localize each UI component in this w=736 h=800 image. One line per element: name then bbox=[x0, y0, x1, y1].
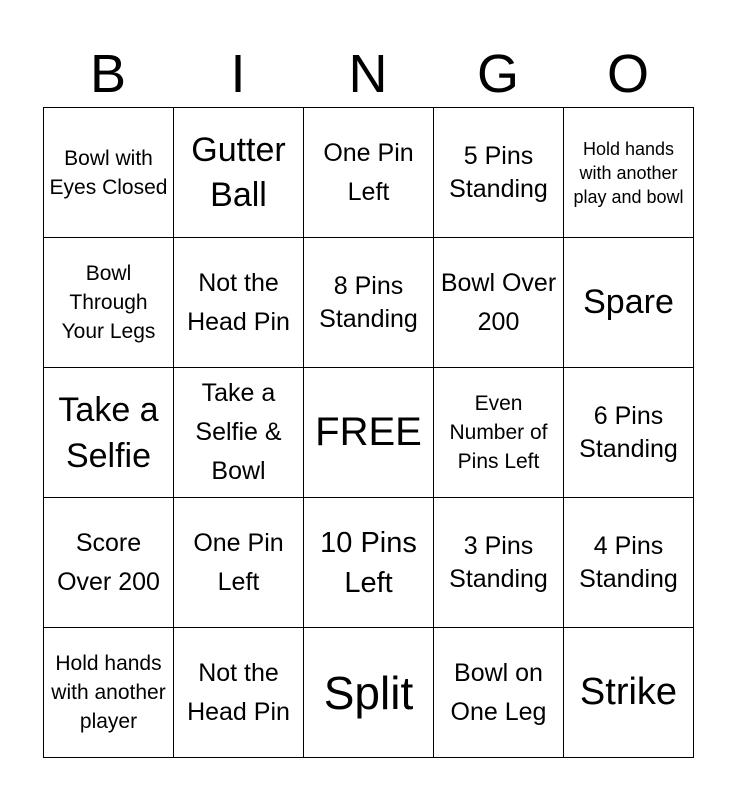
cell-text: Even Number of Pins Left bbox=[449, 392, 548, 473]
bingo-cell-r5c2[interactable] bbox=[174, 628, 304, 758]
bingo-cell-r2c2[interactable] bbox=[174, 238, 304, 368]
bingo-cell-r1c1[interactable] bbox=[44, 108, 174, 238]
bingo-cell-r2c5[interactable] bbox=[564, 238, 694, 368]
bingo-cell-r1c3[interactable] bbox=[304, 108, 434, 238]
bingo-cell-r3c3[interactable] bbox=[304, 368, 434, 498]
header-letter-o: O bbox=[606, 44, 649, 104]
cell-text: Take a Selfie & Bowl bbox=[195, 379, 282, 485]
cell-text: 6 Pins Standing bbox=[579, 401, 678, 463]
cell-text: Hold hands with another play and bowl bbox=[573, 138, 684, 207]
cell-text: Bowl with Eyes Closed bbox=[49, 146, 168, 199]
cell-text: Hold hands with another player bbox=[51, 652, 166, 733]
bingo-header bbox=[43, 40, 693, 108]
cell-text: Score Over 200 bbox=[57, 528, 160, 596]
cell-text: Split bbox=[323, 666, 414, 719]
header-letter-b: B bbox=[89, 44, 127, 104]
bingo-cell-r3c1[interactable] bbox=[44, 368, 174, 498]
cell-text: Gutter Ball bbox=[191, 130, 286, 214]
bingo-grid bbox=[43, 107, 694, 758]
cell-text: 10 Pins Left bbox=[320, 526, 417, 599]
cell-text: Not the Head Pin bbox=[187, 658, 290, 726]
cell-text: 8 Pins Standing bbox=[319, 271, 418, 333]
bingo-cell-r5c5[interactable] bbox=[564, 628, 694, 758]
cell-text: Spare bbox=[583, 283, 674, 321]
bingo-cell-r5c3[interactable] bbox=[304, 628, 434, 758]
bingo-cell-r3c5[interactable] bbox=[564, 368, 694, 498]
bingo-cell-r4c2[interactable] bbox=[174, 498, 304, 628]
cell-text: Bowl Through Your Legs bbox=[61, 262, 156, 343]
cell-text: Strike bbox=[579, 671, 678, 713]
bingo-cell-r1c5[interactable] bbox=[564, 108, 694, 238]
cell-text: 4 Pins Standing bbox=[579, 531, 678, 593]
bingo-cell-r5c4[interactable] bbox=[434, 628, 564, 758]
bingo-cell-r2c1[interactable] bbox=[44, 238, 174, 368]
bingo-cell-r5c1[interactable] bbox=[44, 628, 174, 758]
header-letter-i: I bbox=[230, 44, 246, 104]
cell-text: Bowl on One Leg bbox=[450, 658, 547, 726]
bingo-cell-r3c2[interactable] bbox=[174, 368, 304, 498]
bingo-cell-r4c3[interactable] bbox=[304, 498, 434, 628]
bingo-cell-r2c3[interactable] bbox=[304, 238, 434, 368]
bingo-cell-r4c1[interactable] bbox=[44, 498, 174, 628]
cell-text: FREE bbox=[315, 410, 422, 454]
bingo-cell-r1c2[interactable] bbox=[174, 108, 304, 238]
cell-text: 5 Pins Standing bbox=[449, 141, 548, 203]
bingo-cell-r4c5[interactable] bbox=[564, 498, 694, 628]
header-letter-n: N bbox=[348, 44, 388, 104]
bingo-cell-r1c4[interactable] bbox=[434, 108, 564, 238]
header-letter-g: G bbox=[476, 44, 519, 104]
bingo-cell-r4c4[interactable] bbox=[434, 498, 564, 628]
cell-text: 3 Pins Standing bbox=[449, 531, 548, 593]
bingo-cell-r3c4[interactable] bbox=[434, 368, 564, 498]
cell-text: Not the Head Pin bbox=[187, 268, 290, 336]
cell-text: Bowl Over 200 bbox=[440, 268, 557, 336]
cell-text: One Pin Left bbox=[193, 528, 284, 596]
cell-text: Take a Selfie bbox=[58, 390, 159, 475]
cell-text: One Pin Left bbox=[323, 138, 414, 206]
bingo-cell-r2c4[interactable] bbox=[434, 238, 564, 368]
